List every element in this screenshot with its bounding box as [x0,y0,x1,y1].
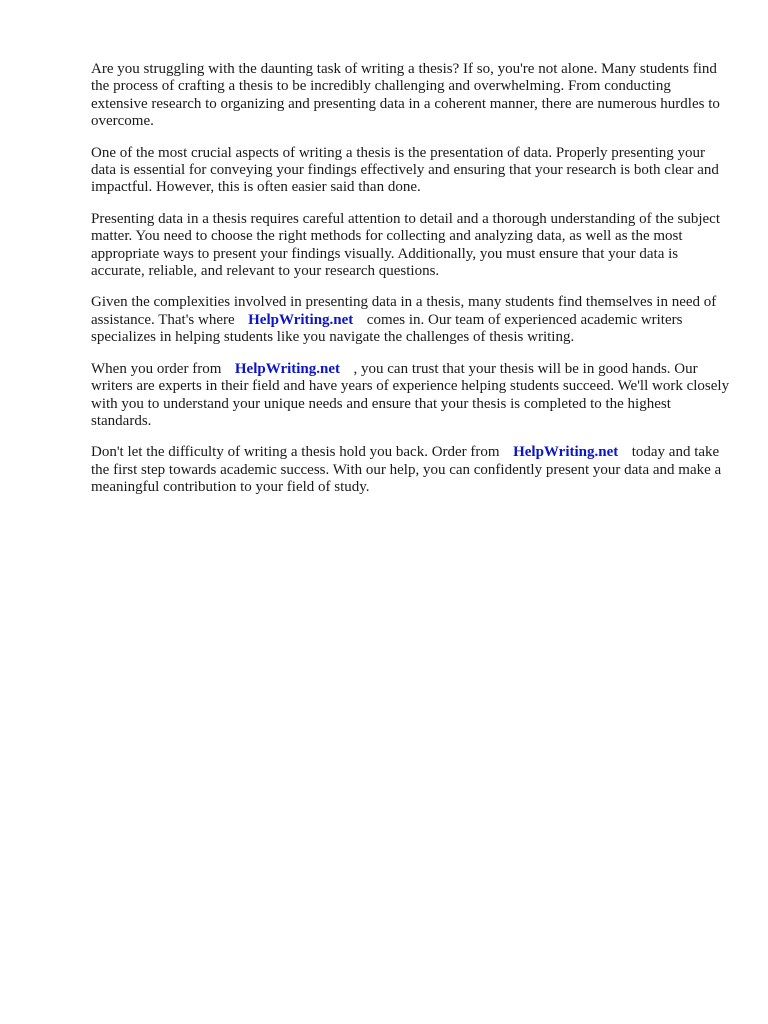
paragraph-text-before: When you order from [91,360,222,377]
paragraph-text: One of the most crucial aspects of writing a thesis is the presentation of data. Properly presenting your data is essential for conveying your findings effectively and ensuring that your research is both clear and impactful. However, this is often easier said than done. [91,144,719,196]
paragraph-text-after: today and take the first step towards academic success. With our help, you can confidently present your data and make a meaningful contribution to your field of study. [91,444,722,496]
paragraph-call-to-action [91,444,731,496]
paragraph-text-before: Don't let the difficulty of writing a thesis hold you back. Order from [91,444,500,461]
paragraph-text-before: Given the complexities involved in presenting data in a thesis, many students find themselves in need of assistance. That's where [91,294,717,328]
paragraph-assistance [91,294,731,346]
paragraph-text-after: comes in. Our team of experienced academic writers specializes in helping students like you navigate the challenges of thesis writing. [91,311,683,346]
paragraph-requirements [91,211,731,281]
helpwriting-link[interactable]: HelpWriting.net [234,360,341,377]
paragraph-text-after: , you can trust that your thesis will be in good hands. Our writers are experts in their field and have years of experience helping students succeed. We'll work closely with you to understand your unique needs and ensure that your thesis is completed to the highest standards. [91,360,730,429]
helpwriting-link[interactable]: HelpWriting.net [513,444,619,461]
document-page [91,61,731,511]
paragraph-text: Presenting data in a thesis requires careful attention to detail and a thorough understanding of the subject matter. You need to choose the right methods for collecting and analyzing data, as well as the most appropriate ways to present your findings visually. Additionally, you must ensure that your data is accurate, reliable, and relevant to your research questions. [91,210,720,280]
paragraph-order [91,361,731,431]
paragraph-data-presentation [91,145,731,197]
paragraph-text: Are you struggling with the daunting task of writing a thesis? If so, you're not alone. Many students find the process of crafting a thesis to be incredibly challenging and overwhelming. From conducting extensive research to organizing and presenting data in a coherent manner, there are numerous hurdles to overcome. [91,61,720,130]
paragraph-intro [91,61,731,131]
helpwriting-link[interactable]: HelpWriting.net [248,311,354,328]
